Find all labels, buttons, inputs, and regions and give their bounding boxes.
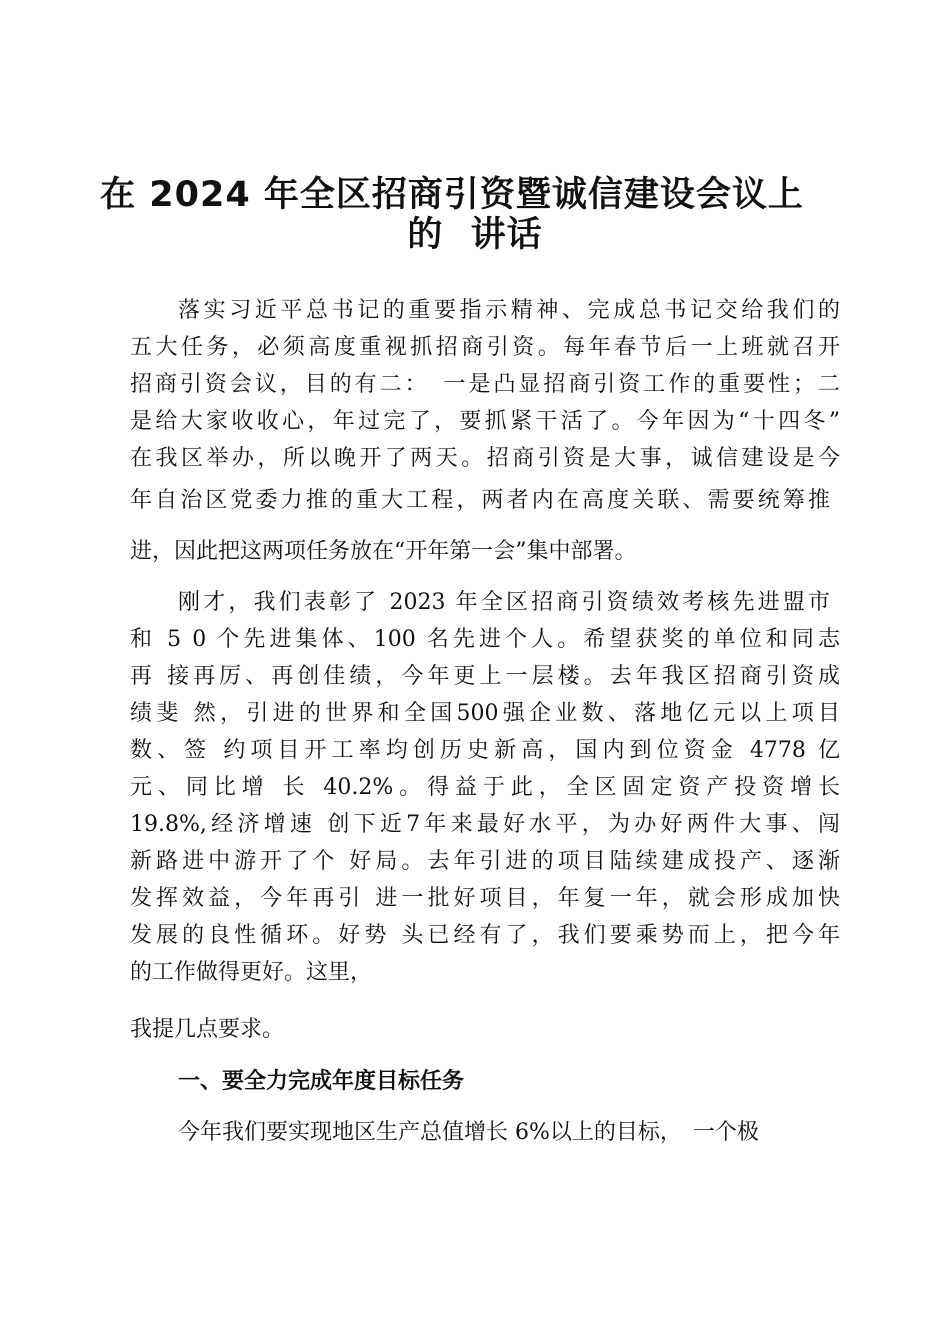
paragraph-line: 进，因此把这两项任务放在“开年第一会”集中部署。 bbox=[130, 539, 637, 564]
paragraph-line: 落实习近平总书记的重要指示精神、完成总书记交给我们的 bbox=[178, 298, 840, 323]
paragraph-line: 19.8%,经济增速 创下近7年来最好水平，为办好两件大事、闯 bbox=[130, 812, 840, 837]
paragraph-line: 绩斐 然，引进的世界和全国500强企业数、落地亿元以上项目 bbox=[130, 701, 840, 726]
paragraph-line: 五大任务，必须高度重视抓招商引资。每年春节后一上班就召开 bbox=[130, 335, 840, 360]
paragraph-line: 数、签 约项目开工率均创历史新高，国内到位资金 4778 亿 bbox=[130, 738, 840, 763]
paragraph-line: 元、同比增 长 40.2%。得益于此，全区固定资产投资增长 bbox=[130, 775, 840, 800]
document-title-line-1: 在 2024 年全区招商引资暨诚信建设会议上 bbox=[100, 175, 804, 215]
paragraph-line: 是给大家收收心，年过完了，要抓紧干活了。今年因为“十四冬” bbox=[130, 409, 840, 434]
paragraph-line: 在我区举办，所以晚开了两天。招商引资是大事，诚信建设是今 bbox=[130, 446, 840, 471]
paragraph-line: 招商引资会议，目的有二： 一是凸显招商引资工作的重要性；二 bbox=[130, 372, 840, 397]
paragraph-line: 新路进中游开了个 好局。去年引进的项目陆续建成投产、逐渐 bbox=[130, 849, 840, 874]
paragraph-line: 发展的良性循环。好势 头已经有了，我们要乘势而上，把今年 bbox=[130, 923, 840, 948]
section-heading: 一、要全力完成年度目标任务 bbox=[178, 1069, 465, 1094]
paragraph-line: 今年我们要实现地区生产总值增长 6%以上的目标， 一个极 bbox=[178, 1120, 759, 1145]
paragraph-line: 的工作做得更好。这里， bbox=[130, 960, 373, 985]
document-title-line-2: 的 讲话 bbox=[407, 215, 543, 255]
paragraph-line: 刚才，我们表彰了 2023 年全区招商引资绩效考核先进盟市 bbox=[178, 590, 830, 615]
paragraph-line: 和 5 0 个先进集体、100 名先进个人。希望获奖的单位和同志 bbox=[130, 627, 840, 652]
paragraph-line: 再 接再厉、再创佳绩，今年更上一层楼。去年我区招商引资成 bbox=[130, 664, 840, 689]
paragraph-line: 我提几点要求。 bbox=[130, 1017, 285, 1042]
paragraph-line: 年自治区党委力推的重大工程，两者内在高度关联、需要统筹推 bbox=[130, 488, 830, 513]
paragraph-line: 发挥效益，今年再引 进一批好项目，年复一年，就会形成加快 bbox=[130, 886, 840, 911]
